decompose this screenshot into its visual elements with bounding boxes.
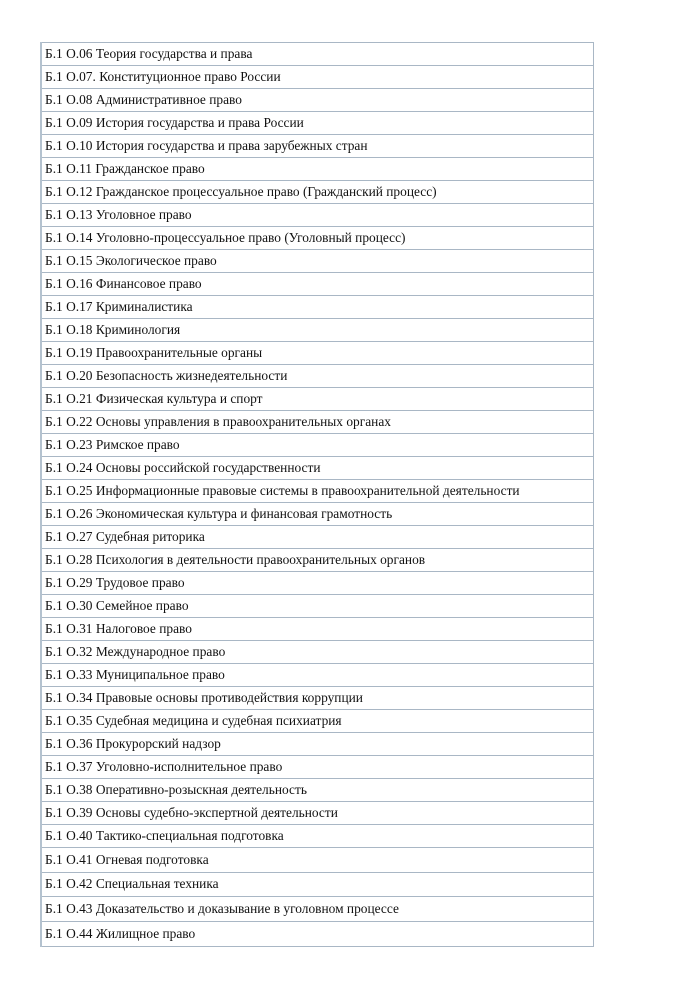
discipline-code: Б.1 О.08 xyxy=(45,92,93,107)
discipline-title: Криминология xyxy=(95,322,181,337)
discipline-row xyxy=(41,595,594,618)
discipline-row xyxy=(41,250,594,273)
discipline-row xyxy=(41,411,594,434)
discipline-cell xyxy=(41,872,594,897)
discipline-title: Уголовно-исполнительное право xyxy=(95,759,283,774)
discipline-row xyxy=(41,158,594,181)
discipline-cell xyxy=(41,641,594,664)
discipline-code: Б.1 О.12 xyxy=(45,184,93,199)
discipline-cell xyxy=(41,733,594,756)
discipline-title: Финансовое право xyxy=(95,276,202,291)
discipline-cell xyxy=(41,572,594,595)
discipline-title: Информационные правовые системы в правоохранительной деятельности xyxy=(95,483,520,498)
discipline-cell xyxy=(41,434,594,457)
discipline-title: Теория государства и права xyxy=(95,46,253,61)
discipline-title: Гражданское право xyxy=(95,161,205,176)
discipline-row xyxy=(41,897,594,922)
discipline-row xyxy=(41,181,594,204)
discipline-title: Налоговое право xyxy=(95,621,192,636)
discipline-title: Физическая культура и спорт xyxy=(95,391,263,406)
discipline-code: Б.1 О.07. xyxy=(45,69,96,84)
discipline-row xyxy=(41,135,594,158)
discipline-title: Криминалистика xyxy=(95,299,193,314)
discipline-table xyxy=(40,42,594,947)
discipline-code: Б.1 О.29 xyxy=(45,575,93,590)
discipline-cell xyxy=(41,89,594,112)
discipline-row xyxy=(41,227,594,250)
discipline-code: Б.1 О.16 xyxy=(45,276,93,291)
discipline-row xyxy=(41,825,594,848)
discipline-code: Б.1 О.18 xyxy=(45,322,93,337)
discipline-cell xyxy=(41,480,594,503)
discipline-cell xyxy=(41,618,594,641)
discipline-code: Б.1 О.24 xyxy=(45,460,93,475)
discipline-title: Судебная медицина и судебная психиатрия xyxy=(95,713,342,728)
discipline-cell xyxy=(41,365,594,388)
discipline-code: Б.1 О.39 xyxy=(45,805,93,820)
discipline-code: Б.1 О.33 xyxy=(45,667,93,682)
discipline-title: Правовые основы противодействия коррупции xyxy=(95,690,363,705)
discipline-code: Б.1 О.13 xyxy=(45,207,93,222)
discipline-cell xyxy=(41,411,594,434)
discipline-row xyxy=(41,480,594,503)
discipline-code: Б.1 О.44 xyxy=(45,925,93,941)
discipline-row xyxy=(41,388,594,411)
discipline-title: Экономическая культура и финансовая грамотность xyxy=(95,506,393,521)
discipline-title: Оперативно-розыскная деятельность xyxy=(95,782,307,797)
discipline-cell xyxy=(41,273,594,296)
discipline-row xyxy=(41,848,594,873)
discipline-cell xyxy=(41,158,594,181)
discipline-code: Б.1 О.19 xyxy=(45,345,93,360)
discipline-row xyxy=(41,457,594,480)
discipline-title: История государства и права России xyxy=(95,115,304,130)
discipline-title: Основы российской государственности xyxy=(95,460,321,475)
discipline-code: Б.1 О.43 xyxy=(45,900,93,916)
discipline-code: Б.1 О.41 xyxy=(45,851,93,867)
discipline-title: Римское право xyxy=(95,437,180,452)
discipline-code: Б.1 О.23 xyxy=(45,437,93,452)
discipline-code: Б.1 О.20 xyxy=(45,368,93,383)
discipline-code: Б.1 О.31 xyxy=(45,621,93,636)
discipline-cell xyxy=(41,135,594,158)
discipline-title: Безопасность жизнедеятельности xyxy=(95,368,288,383)
discipline-code: Б.1 О.21 xyxy=(45,391,93,406)
discipline-title: Уголовное право xyxy=(95,207,192,222)
discipline-row xyxy=(41,733,594,756)
discipline-cell xyxy=(41,342,594,365)
discipline-code: Б.1 О.06 xyxy=(45,46,93,61)
discipline-row xyxy=(41,342,594,365)
discipline-cell xyxy=(41,756,594,779)
discipline-title: Тактико-специальная подготовка xyxy=(95,828,284,843)
discipline-title: Конституционное право России xyxy=(99,69,281,84)
discipline-code: Б.1 О.26 xyxy=(45,506,93,521)
discipline-cell xyxy=(41,66,594,89)
discipline-title: Гражданское процессуальное право (Гражданский процесс) xyxy=(95,184,437,199)
discipline-cell xyxy=(41,503,594,526)
discipline-row xyxy=(41,66,594,89)
discipline-code: Б.1 О.32 xyxy=(45,644,93,659)
discipline-title: История государства и права зарубежных стран xyxy=(95,138,368,153)
discipline-title: Прокурорский надзор xyxy=(95,736,221,751)
discipline-row xyxy=(41,43,594,66)
discipline-title: Административное право xyxy=(95,92,242,107)
discipline-row xyxy=(41,319,594,342)
discipline-cell xyxy=(41,848,594,873)
discipline-title: Специальная техника xyxy=(95,876,219,892)
discipline-code: Б.1 О.42 xyxy=(45,876,93,892)
discipline-cell xyxy=(41,204,594,227)
discipline-title: Основы управления в правоохранительных органах xyxy=(95,414,391,429)
discipline-title: Муниципальное право xyxy=(95,667,225,682)
discipline-row xyxy=(41,641,594,664)
discipline-cell xyxy=(41,897,594,922)
discipline-code: Б.1 О.22 xyxy=(45,414,93,429)
discipline-code: Б.1 О.36 xyxy=(45,736,93,751)
discipline-row xyxy=(41,434,594,457)
discipline-cell xyxy=(41,710,594,733)
discipline-cell xyxy=(41,802,594,825)
discipline-code: Б.1 О.10 xyxy=(45,138,93,153)
discipline-row xyxy=(41,802,594,825)
discipline-cell xyxy=(41,595,594,618)
discipline-row xyxy=(41,921,594,947)
discipline-title: Международное право xyxy=(95,644,226,659)
discipline-row xyxy=(41,664,594,687)
discipline-row xyxy=(41,273,594,296)
discipline-row xyxy=(41,572,594,595)
discipline-title: Трудовое право xyxy=(95,575,185,590)
discipline-row xyxy=(41,779,594,802)
discipline-row xyxy=(41,756,594,779)
discipline-title: Правоохранительные органы xyxy=(95,345,263,360)
discipline-code: Б.1 О.38 xyxy=(45,782,93,797)
discipline-table-body xyxy=(41,43,594,947)
discipline-cell xyxy=(41,457,594,480)
discipline-cell xyxy=(41,227,594,250)
discipline-code: Б.1 О.25 xyxy=(45,483,93,498)
discipline-title: Психология в деятельности правоохранительных органов xyxy=(95,552,426,567)
discipline-code: Б.1 О.34 xyxy=(45,690,93,705)
discipline-row xyxy=(41,89,594,112)
discipline-code: Б.1 О.15 xyxy=(45,253,93,268)
document-page xyxy=(40,42,594,947)
discipline-row xyxy=(41,365,594,388)
discipline-cell xyxy=(41,181,594,204)
discipline-code: Б.1 О.27 xyxy=(45,529,93,544)
discipline-title: Семейное право xyxy=(95,598,189,613)
discipline-row xyxy=(41,549,594,572)
discipline-code: Б.1 О.30 xyxy=(45,598,93,613)
discipline-cell xyxy=(41,319,594,342)
discipline-cell xyxy=(41,549,594,572)
discipline-title: Основы судебно-экспертной деятельности xyxy=(95,805,338,820)
discipline-row xyxy=(41,710,594,733)
discipline-title: Доказательство и доказывание в уголовном процессе xyxy=(95,900,399,916)
discipline-row xyxy=(41,296,594,319)
discipline-title: Экологическое право xyxy=(95,253,217,268)
discipline-code: Б.1 О.09 xyxy=(45,115,93,130)
discipline-code: Б.1 О.35 xyxy=(45,713,93,728)
discipline-cell xyxy=(41,825,594,848)
discipline-cell xyxy=(41,296,594,319)
discipline-title: Огневая подготовка xyxy=(95,851,209,867)
discipline-row xyxy=(41,618,594,641)
discipline-row xyxy=(41,872,594,897)
discipline-row xyxy=(41,526,594,549)
discipline-code: Б.1 О.11 xyxy=(45,161,92,176)
discipline-cell xyxy=(41,687,594,710)
discipline-cell xyxy=(41,250,594,273)
discipline-title: Судебная риторика xyxy=(95,529,205,544)
discipline-code: Б.1 О.17 xyxy=(45,299,93,314)
discipline-code: Б.1 О.37 xyxy=(45,759,93,774)
discipline-row xyxy=(41,687,594,710)
discipline-title: Уголовно-процессуальное право (Уголовный процесс) xyxy=(95,230,406,245)
discipline-cell xyxy=(41,779,594,802)
discipline-cell xyxy=(41,921,594,947)
discipline-title: Жилищное право xyxy=(95,925,196,941)
discipline-cell xyxy=(41,526,594,549)
discipline-code: Б.1 О.40 xyxy=(45,828,93,843)
discipline-code: Б.1 О.28 xyxy=(45,552,93,567)
discipline-cell xyxy=(41,388,594,411)
discipline-cell xyxy=(41,112,594,135)
discipline-cell xyxy=(41,664,594,687)
discipline-row xyxy=(41,503,594,526)
discipline-cell xyxy=(41,43,594,66)
discipline-code: Б.1 О.14 xyxy=(45,230,93,245)
discipline-row xyxy=(41,112,594,135)
discipline-row xyxy=(41,204,594,227)
